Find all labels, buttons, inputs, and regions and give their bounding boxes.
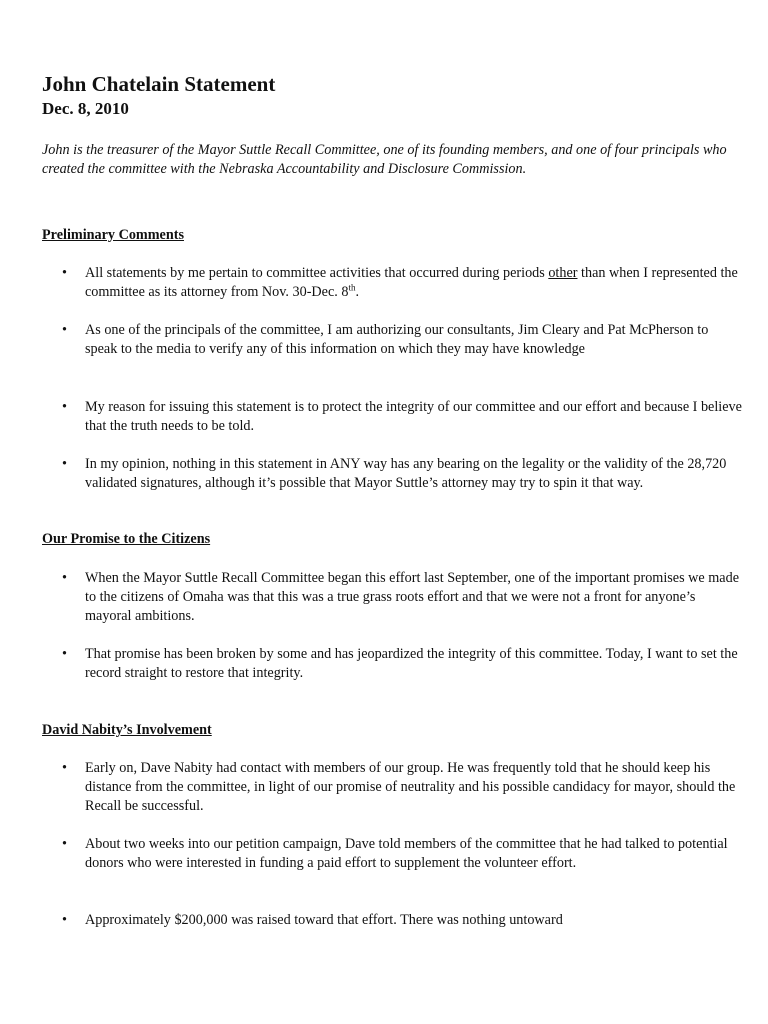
list-item-text: Approximately $200,000 was raised toward that effort. There was nothing untoward (85, 912, 563, 928)
section-heading-david-nabity: David Nabity’s Involvement (42, 722, 212, 738)
underlined-word: other (548, 265, 578, 281)
list-item (62, 321, 742, 359)
list-item (62, 645, 742, 683)
section-heading-preliminary-comments: Preliminary Comments (42, 227, 184, 243)
bullet-icon: • (62, 760, 67, 776)
bullet-icon: • (62, 399, 67, 415)
text-run: than when I represented the committee as its attorney from Nov. 30-Dec. 8 (85, 265, 738, 300)
list-item (62, 264, 742, 302)
list-item (62, 759, 742, 816)
bullet-icon: • (62, 836, 67, 852)
list-item-text: About two weeks into our petition campaign, Dave told members of the committee that he had talked to potential donors who were interested in funding a paid effort to supplement the volunteer effort. (85, 836, 728, 871)
list-item (62, 398, 742, 436)
list-item-text: As one of the principals of the committee, I am authorizing our consultants, Jim Cleary and Pat McPherson to speak to the media to verify any of this information on which they may have knowledge (85, 322, 709, 357)
bullet-icon: • (62, 912, 67, 928)
list-item-text: When the Mayor Suttle Recall Committee began this effort last September, one of the important promises we made to the citizens of Omaha was that this was a true grass roots effort and that we were not a front for anyone’s mayoral ambitions. (85, 570, 739, 624)
list-item-text: In my opinion, nothing in this statement in ANY way has any bearing on the legality or the validity of the 28,720 validated signatures, although it’s possible that Mayor Suttle’s attorney may try to spin it that way. (85, 456, 727, 491)
list-item (62, 911, 742, 930)
bullet-icon: • (62, 570, 67, 586)
bullet-icon: • (62, 265, 67, 281)
superscript: th (348, 282, 356, 293)
bullet-icon: • (62, 322, 67, 338)
list-item-text: Early on, Dave Nabity had contact with members of our group. He was frequently told that he should keep his distance from the committee, in light of our promise of neutrality and his possible candidacy for mayor, should the Recall be successful. (85, 760, 736, 814)
text-run: . (355, 284, 360, 300)
intro-paragraph: John is the treasurer of the Mayor Suttle Recall Committee, one of its founding members, and one of four principals who created the committee with the Nebraska Accountability and Disclosure Commission. (42, 142, 727, 177)
section-heading-our-promise: Our Promise to the Citizens (42, 531, 211, 547)
statement-date: Dec. 8, 2010 (42, 99, 129, 118)
bullet-icon: • (62, 456, 67, 472)
list-item-text: My reason for issuing this statement is to protect the integrity of our committee and our effort and because I believe that the truth needs to be told. (85, 399, 742, 434)
text-run: All statements by me pertain to committee activities that occurred during periods (85, 265, 549, 281)
list-item (62, 569, 742, 626)
bullet-icon: • (62, 646, 67, 662)
list-item (62, 835, 742, 873)
page-title: John Chatelain Statement (42, 72, 276, 96)
list-item (62, 455, 742, 493)
list-item-text (85, 264, 742, 302)
list-item-text: That promise has been broken by some and has jeopardized the integrity of this committee. Today, I want to set the record straight to restore that integrity. (85, 646, 738, 681)
